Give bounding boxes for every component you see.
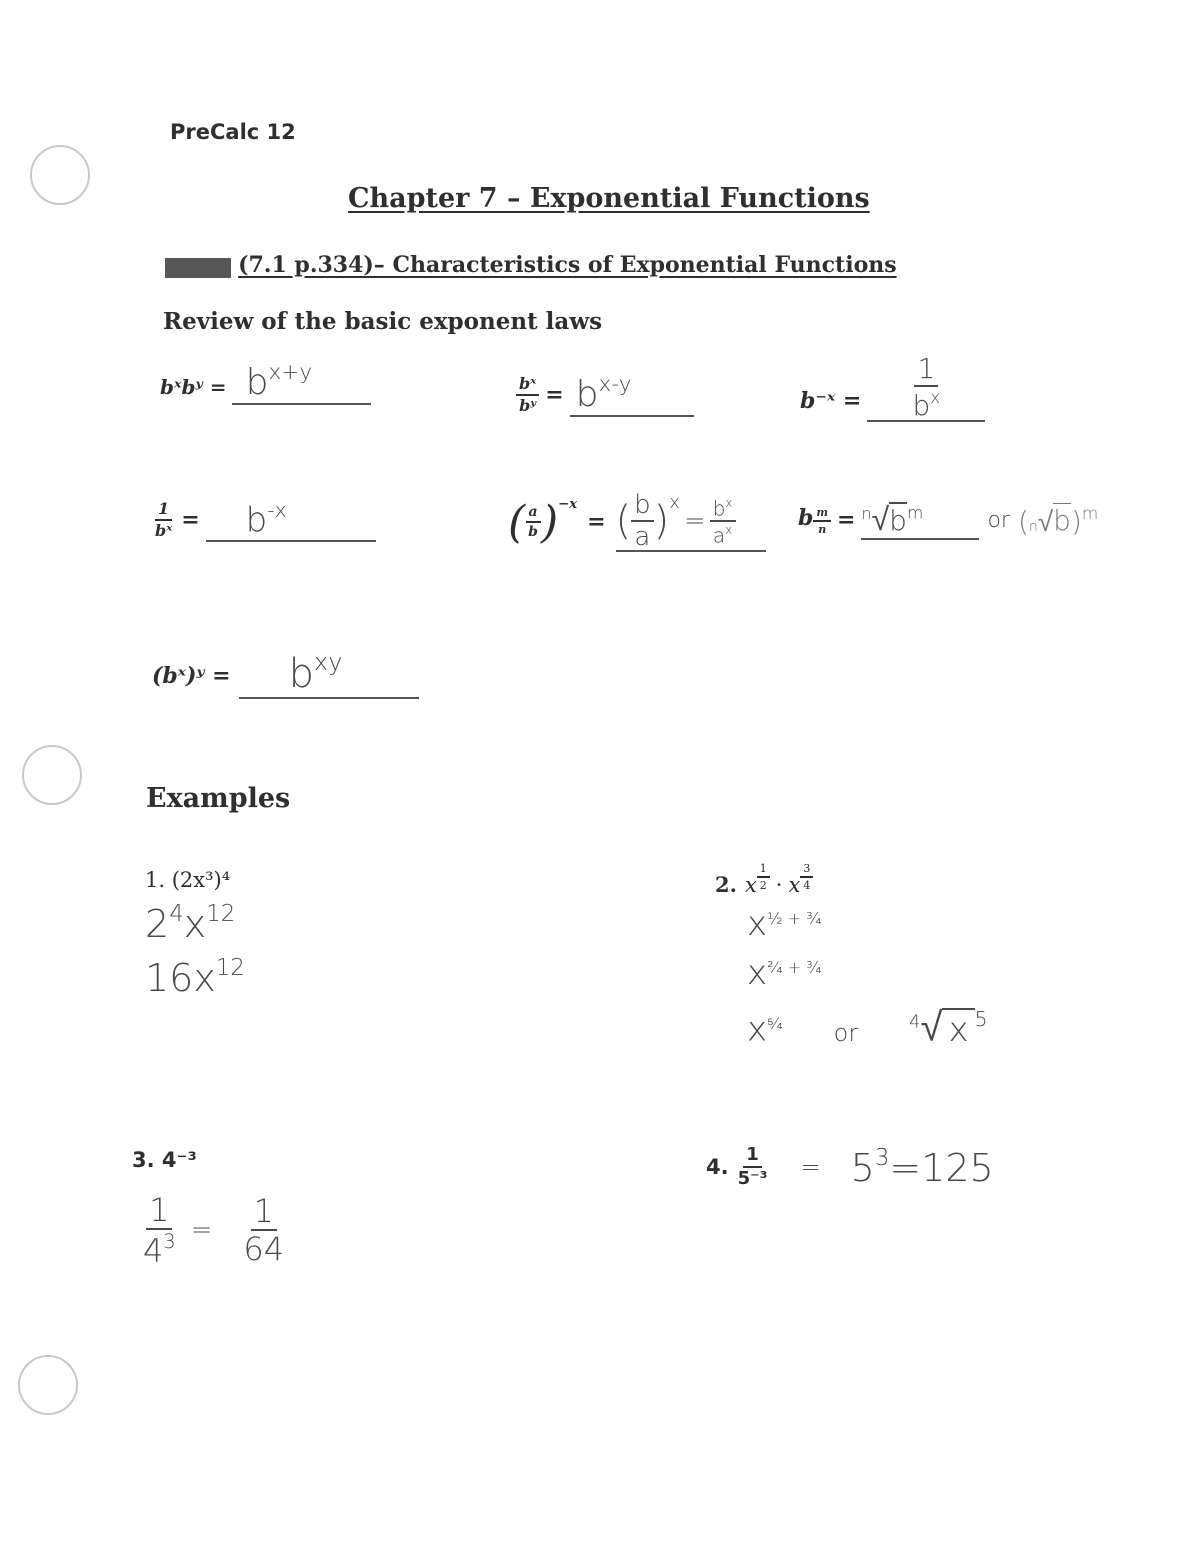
fraction-numerator: bˣ	[516, 376, 539, 396]
step2-var: x	[747, 953, 768, 994]
ex4-den: 5⁻³	[737, 1168, 768, 1190]
example-2-label: 2.	[715, 872, 737, 897]
ex3-ans-num: 1	[251, 1195, 277, 1231]
chapter-title: Chapter 7 – Exponential Functions	[348, 183, 870, 214]
answer-exponent: x	[669, 492, 680, 513]
den-exponent: x	[930, 387, 941, 407]
example-2-step1	[747, 897, 988, 946]
example-1-step2	[145, 946, 245, 1000]
ex2-dot: ·	[775, 872, 783, 897]
step1-base: 2	[145, 901, 170, 946]
law-pop-answer	[239, 648, 419, 699]
law-product-answer	[232, 360, 371, 405]
binder-hole-middle	[22, 745, 82, 805]
law-quotient-answer	[570, 372, 694, 417]
ex2-or: or	[833, 1018, 859, 1047]
e1n: 1	[757, 863, 770, 878]
step1-exp: ½ + ¾	[767, 909, 822, 928]
example-4	[706, 1145, 994, 1190]
example-2-step2	[747, 946, 988, 995]
example-1-label: 1. (2x³)⁴	[145, 868, 231, 892]
section-title: (7.1 p.334)– Characteristics of Exponential Functions	[238, 252, 897, 278]
step1-var: x	[747, 904, 768, 945]
radicand: b	[889, 504, 907, 537]
step1-var: x	[183, 901, 207, 946]
ex2-base-1: x	[744, 872, 757, 897]
law-product	[160, 360, 371, 405]
ex3-num: 1	[146, 1194, 172, 1230]
ex2-exp-2	[800, 863, 813, 891]
answer-exponent: xy	[314, 648, 343, 676]
ans-den: a	[634, 522, 651, 552]
law-quotient-fraction	[516, 373, 539, 415]
equals-sign: =	[181, 507, 200, 534]
fraction-denominator: bʸ	[519, 395, 537, 415]
alt-exponent: m	[1081, 502, 1099, 523]
ex2-base-2: x	[788, 872, 801, 897]
law-pop-lhs: (bˣ)ʸ =	[152, 662, 231, 689]
answer-exponent: -x	[267, 498, 287, 522]
ex4-answer	[851, 1145, 994, 1190]
fraction-numerator: 1	[155, 501, 172, 521]
law-fraction-power	[508, 492, 766, 552]
law-neg-answer	[867, 352, 985, 422]
ex3-den	[140, 1230, 179, 1270]
ex4-ans-rest: =125	[889, 1145, 994, 1190]
lhs-exponent: −x	[558, 496, 578, 512]
step1-exp: 4	[169, 901, 184, 927]
e2n: 3	[800, 863, 813, 878]
example-2	[715, 861, 988, 1057]
answer-base: b	[575, 374, 599, 416]
ex3-fraction	[140, 1191, 179, 1270]
rational-base: b	[798, 505, 814, 532]
law-product-lhs: bˣbʸ =	[160, 375, 227, 400]
b-over-a	[631, 492, 654, 550]
step2-text: 16x	[145, 955, 216, 1000]
answer-base: b	[245, 500, 268, 541]
ex4-num: 1	[743, 1146, 762, 1168]
law-reciprocal-fraction	[152, 501, 175, 539]
bx-over-ax: $\frac{b^x}{a^x}$	[710, 497, 736, 546]
law-quotient	[516, 372, 694, 417]
ex2-root-exp: 5	[974, 1007, 988, 1032]
step1-var-exp: 12	[206, 901, 236, 927]
ex3-ans-den: 64	[243, 1230, 285, 1269]
ex4-fraction	[735, 1146, 771, 1188]
example-1-step1	[145, 892, 245, 946]
ex2-root-index: 4	[909, 1012, 921, 1034]
or-word: or	[987, 507, 1010, 533]
ex3-equals: =	[190, 1215, 213, 1246]
a-over-b: $\frac{a}{b}$	[525, 505, 541, 539]
answer-exponent: x-y	[598, 372, 632, 397]
rational-m: m	[813, 507, 831, 522]
equals-sign: =	[837, 507, 856, 533]
law-rational-exponent	[798, 500, 1098, 540]
radical-icon: √	[920, 1004, 943, 1051]
ans-num: b	[631, 492, 654, 522]
law-neg-lhs: b⁻ˣ =	[800, 387, 862, 414]
rational-answer: $^n√b^m$	[861, 500, 979, 540]
example-3-label: 3. 4⁻³	[132, 1148, 197, 1172]
step2-exp: ²⁄₄ + ¾	[767, 958, 822, 978]
equals-sign: =	[545, 381, 564, 408]
section-heading	[165, 252, 897, 278]
radicand-exponent: m	[906, 502, 924, 523]
example-3	[132, 1148, 287, 1270]
equals-sign: =	[587, 509, 606, 535]
ex2-exp-1	[757, 863, 770, 891]
ex4-ans-base: 5	[850, 1145, 875, 1190]
den-base: b	[912, 388, 931, 422]
law-reciprocal	[152, 498, 376, 542]
ex3-answer	[240, 1192, 287, 1269]
step3-var: x	[747, 1009, 768, 1050]
answer-base: b	[288, 650, 314, 697]
e2d: 4	[803, 878, 811, 892]
step2-exp: 12	[215, 954, 245, 981]
law-fraction-lhs: ( $\frac{a}{b}$ ) −x	[508, 496, 578, 548]
fraction-numerator: 1	[914, 355, 938, 387]
rational-n: n	[818, 522, 827, 536]
example-3-work	[140, 1191, 287, 1270]
fraction-denominator: bˣ	[155, 521, 173, 541]
root-index: n	[861, 503, 872, 523]
example-4-label: 4.	[706, 1155, 729, 1180]
law-power-of-power	[152, 648, 419, 699]
m-over-n	[813, 507, 831, 535]
course-label: PreCalc 12	[170, 120, 296, 144]
law-negative-exponent	[800, 352, 985, 422]
examples-heading: Examples	[146, 783, 291, 814]
law-fraction-answer: ( $\frac{b}{a}$ ) x = $\frac{b^x}{a^x}$	[616, 492, 766, 552]
example-1	[145, 868, 245, 1000]
section-redaction-mark	[165, 258, 231, 278]
answer-base: b	[245, 362, 269, 404]
ex3-den-base: 4	[143, 1231, 164, 1270]
answer-exponent: x+y	[268, 360, 313, 385]
ex2-root-var: x	[942, 1008, 974, 1050]
answer-fraction	[910, 352, 944, 422]
e1d: 2	[759, 878, 767, 892]
example-2-step3	[747, 995, 988, 1056]
binder-hole-top	[30, 145, 90, 205]
answer-equals: =	[683, 506, 706, 536]
ex4-equals: =	[800, 1153, 821, 1182]
alt-form: $(n√b)^m$	[1017, 502, 1099, 538]
step3-exp: ⁵⁄₄	[767, 1014, 783, 1034]
binder-hole-bottom	[18, 1355, 78, 1415]
example-2-label-row	[715, 861, 988, 897]
rational-lhs	[798, 505, 831, 534]
ex4-ans-exp: 3	[874, 1145, 890, 1171]
fraction-denominator	[910, 387, 944, 420]
review-heading: Review of the basic exponent laws	[163, 308, 603, 335]
ex3-den-exp: 3	[163, 1230, 176, 1253]
law-reciprocal-answer	[206, 498, 376, 542]
